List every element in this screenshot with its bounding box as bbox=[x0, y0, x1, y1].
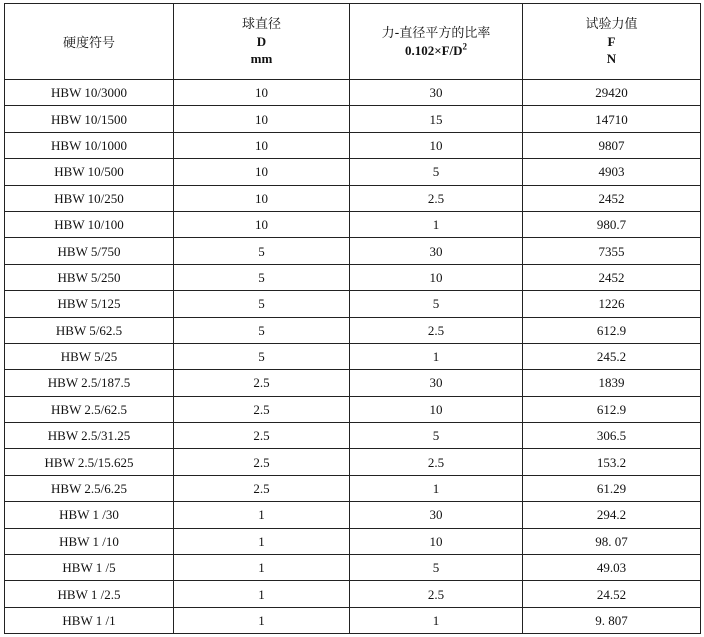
cell-diameter: 10 bbox=[174, 159, 350, 185]
cell-ratio: 5 bbox=[350, 291, 523, 317]
cell-force: 29420 bbox=[523, 80, 701, 106]
header-test-force bbox=[523, 4, 701, 80]
cell-force: 153.2 bbox=[523, 449, 701, 475]
table-row bbox=[5, 528, 701, 554]
cell-symbol: HBW 2.5/187.5 bbox=[5, 370, 174, 396]
table-row bbox=[5, 159, 701, 185]
cell-symbol: HBW 10/250 bbox=[5, 185, 174, 211]
cell-ratio: 1 bbox=[350, 475, 523, 501]
table-row bbox=[5, 238, 701, 264]
header-force-ratio-formula-exponent: 2 bbox=[462, 41, 468, 52]
table-row bbox=[5, 264, 701, 290]
cell-diameter: 5 bbox=[174, 291, 350, 317]
cell-diameter: 1 bbox=[174, 528, 350, 554]
cell-force: 98. 07 bbox=[523, 528, 701, 554]
table-row bbox=[5, 291, 701, 317]
cell-ratio: 10 bbox=[350, 396, 523, 422]
cell-diameter: 5 bbox=[174, 317, 350, 343]
cell-ratio: 30 bbox=[350, 370, 523, 396]
table-row bbox=[5, 132, 701, 158]
cell-force: 49.03 bbox=[523, 555, 701, 581]
cell-force: 4903 bbox=[523, 159, 701, 185]
cell-symbol: HBW 5/750 bbox=[5, 238, 174, 264]
cell-force: 9. 807 bbox=[523, 607, 701, 633]
cell-force: 9807 bbox=[523, 132, 701, 158]
cell-symbol: HBW 1 /10 bbox=[5, 528, 174, 554]
cell-symbol: HBW 10/100 bbox=[5, 211, 174, 237]
table-row bbox=[5, 449, 701, 475]
cell-ratio: 5 bbox=[350, 159, 523, 185]
table-row bbox=[5, 607, 701, 633]
cell-diameter: 1 bbox=[174, 581, 350, 607]
cell-symbol: HBW 10/1000 bbox=[5, 132, 174, 158]
cell-force: 61.29 bbox=[523, 475, 701, 501]
cell-diameter: 1 bbox=[174, 502, 350, 528]
header-hardness-symbol-title: 硬度符号 bbox=[62, 36, 115, 51]
table-row bbox=[5, 317, 701, 343]
header-test-force-title: 试验力值 bbox=[585, 17, 638, 32]
cell-symbol: HBW 2.5/31.25 bbox=[5, 423, 174, 449]
cell-symbol: HBW 1 /5 bbox=[5, 555, 174, 581]
header-ball-diameter bbox=[174, 4, 350, 80]
cell-ratio: 2.5 bbox=[350, 581, 523, 607]
cell-force: 294.2 bbox=[523, 502, 701, 528]
cell-ratio: 1 bbox=[350, 211, 523, 237]
cell-diameter: 10 bbox=[174, 211, 350, 237]
cell-force: 2452 bbox=[523, 264, 701, 290]
cell-diameter: 2.5 bbox=[174, 423, 350, 449]
cell-ratio: 1 bbox=[350, 343, 523, 369]
cell-diameter: 10 bbox=[174, 80, 350, 106]
table-row bbox=[5, 106, 701, 132]
cell-force: 1226 bbox=[523, 291, 701, 317]
cell-ratio: 15 bbox=[350, 106, 523, 132]
cell-symbol: HBW 1 /1 bbox=[5, 607, 174, 633]
cell-symbol: HBW 2.5/6.25 bbox=[5, 475, 174, 501]
cell-ratio: 5 bbox=[350, 423, 523, 449]
cell-diameter: 10 bbox=[174, 185, 350, 211]
table-row bbox=[5, 581, 701, 607]
table-row bbox=[5, 555, 701, 581]
header-ball-diameter-title: 球直径 bbox=[241, 17, 281, 32]
cell-symbol: HBW 2.5/15.625 bbox=[5, 449, 174, 475]
cell-force: 245.2 bbox=[523, 343, 701, 369]
cell-symbol: HBW 1 /30 bbox=[5, 502, 174, 528]
cell-diameter: 2.5 bbox=[174, 449, 350, 475]
header-test-force-symbol: F bbox=[607, 34, 616, 49]
table-row bbox=[5, 370, 701, 396]
cell-ratio: 30 bbox=[350, 80, 523, 106]
table-row bbox=[5, 502, 701, 528]
cell-diameter: 2.5 bbox=[174, 370, 350, 396]
cell-ratio: 2.5 bbox=[350, 185, 523, 211]
cell-force: 7355 bbox=[523, 238, 701, 264]
cell-diameter: 10 bbox=[174, 132, 350, 158]
cell-symbol: HBW 5/25 bbox=[5, 343, 174, 369]
header-hardness-symbol bbox=[5, 4, 174, 80]
cell-diameter: 5 bbox=[174, 343, 350, 369]
cell-diameter: 5 bbox=[174, 238, 350, 264]
cell-force: 14710 bbox=[523, 106, 701, 132]
cell-symbol: HBW 2.5/62.5 bbox=[5, 396, 174, 422]
cell-force: 306.5 bbox=[523, 423, 701, 449]
header-row bbox=[5, 4, 701, 80]
cell-diameter: 10 bbox=[174, 106, 350, 132]
table-row bbox=[5, 475, 701, 501]
cell-ratio: 5 bbox=[350, 555, 523, 581]
cell-diameter: 1 bbox=[174, 555, 350, 581]
cell-symbol: HBW 5/250 bbox=[5, 264, 174, 290]
cell-ratio: 10 bbox=[350, 264, 523, 290]
cell-ratio: 10 bbox=[350, 528, 523, 554]
cell-diameter: 2.5 bbox=[174, 396, 350, 422]
cell-diameter: 5 bbox=[174, 264, 350, 290]
cell-force: 2452 bbox=[523, 185, 701, 211]
header-force-ratio-formula-prefix: 0.102×F/D bbox=[404, 42, 463, 58]
header-ball-diameter-symbol: D bbox=[256, 34, 267, 49]
cell-diameter: 2.5 bbox=[174, 475, 350, 501]
header-test-force-unit: N bbox=[606, 51, 617, 66]
cell-diameter: 1 bbox=[174, 607, 350, 633]
cell-symbol: HBW 1 /2.5 bbox=[5, 581, 174, 607]
cell-ratio: 10 bbox=[350, 132, 523, 158]
cell-force: 612.9 bbox=[523, 317, 701, 343]
table-body bbox=[5, 80, 701, 634]
cell-force: 980.7 bbox=[523, 211, 701, 237]
brinell-hardness-table bbox=[4, 3, 701, 634]
header-force-ratio-title: 力-直径平方的比率 bbox=[381, 25, 491, 41]
cell-ratio: 30 bbox=[350, 502, 523, 528]
cell-ratio: 30 bbox=[350, 238, 523, 264]
cell-ratio: 2.5 bbox=[350, 317, 523, 343]
cell-force: 24.52 bbox=[523, 581, 701, 607]
table-row bbox=[5, 80, 701, 106]
cell-force: 612.9 bbox=[523, 396, 701, 422]
table-row bbox=[5, 396, 701, 422]
header-force-ratio-formula bbox=[350, 42, 522, 59]
cell-ratio: 1 bbox=[350, 607, 523, 633]
cell-symbol: HBW 10/1500 bbox=[5, 106, 174, 132]
table-row bbox=[5, 185, 701, 211]
header-force-ratio bbox=[350, 4, 523, 80]
cell-symbol: HBW 10/500 bbox=[5, 159, 174, 185]
cell-force: 1839 bbox=[523, 370, 701, 396]
cell-ratio: 2.5 bbox=[350, 449, 523, 475]
table-row bbox=[5, 423, 701, 449]
cell-symbol: HBW 10/3000 bbox=[5, 80, 174, 106]
table-row bbox=[5, 343, 701, 369]
cell-symbol: HBW 5/62.5 bbox=[5, 317, 174, 343]
header-ball-diameter-unit: mm bbox=[250, 51, 273, 66]
table-row bbox=[5, 211, 701, 237]
cell-symbol: HBW 5/125 bbox=[5, 291, 174, 317]
